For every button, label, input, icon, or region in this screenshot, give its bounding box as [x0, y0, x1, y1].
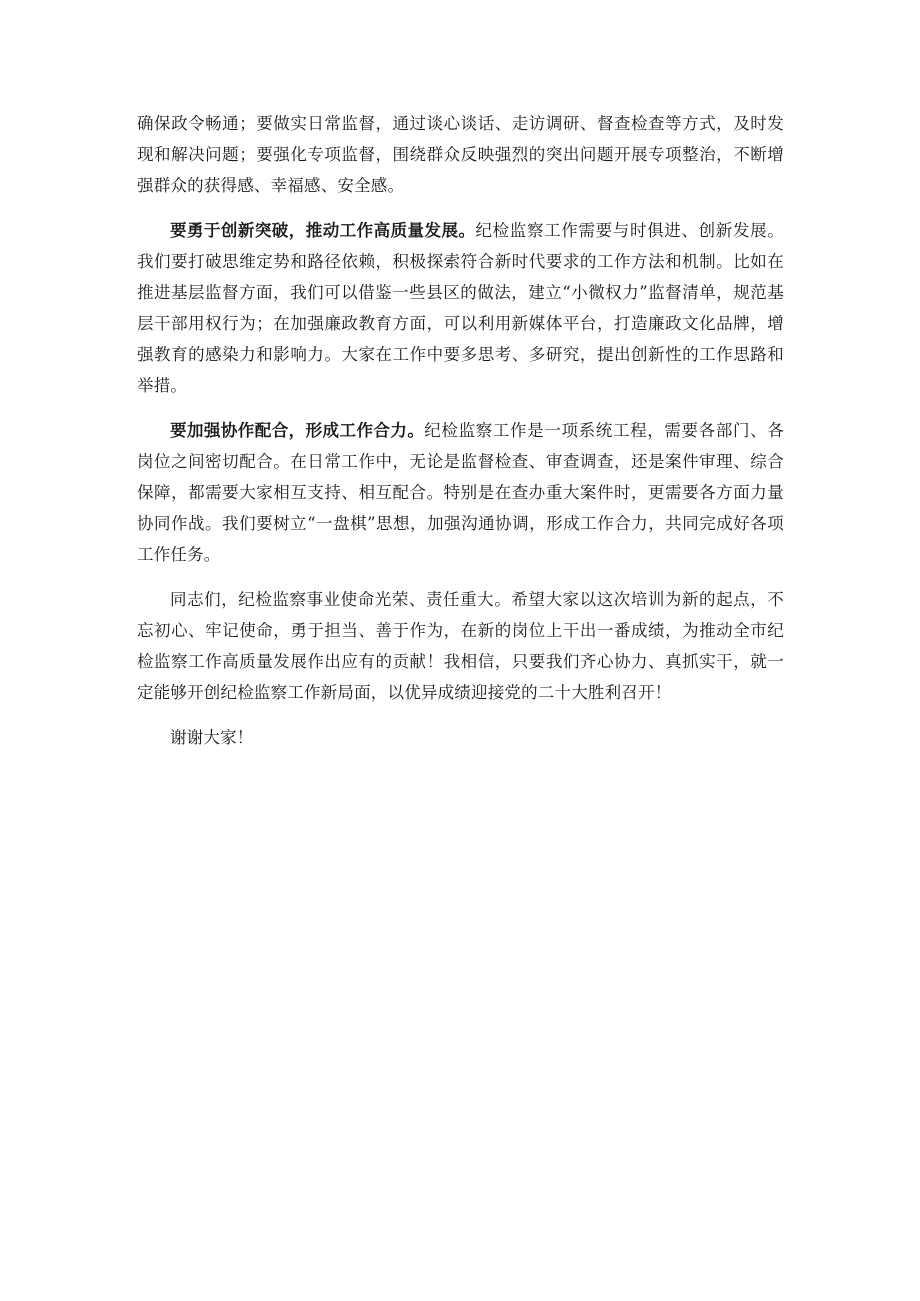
paragraph-lead-heading: 要加强协作配合，形成工作合力。	[170, 421, 425, 440]
paragraph-lead-heading: 要勇于创新突破，推动工作高质量发展。	[170, 221, 476, 240]
paragraph-cooperation	[137, 415, 784, 570]
paragraph-text: 纪检监察工作需要与时俱进、创新发展。我们要打破思维定势和路径依赖，积极探索符合新时代要求的工作方法和机制。比如在推进基层监督方面，我们可以借鉴一些县区的做法，建立“小微权力”监督清单，规范基层干部用权行为；在加强廉政教育方面，可以利用新媒体平台，打造廉政文化品牌，增强教育的感染力和影响力。大家在工作中要多思考、多研究，提出创新性的工作思路和举措。	[137, 221, 784, 395]
paragraph-text: 纪检监察工作是一项系统工程，需要各部门、各岗位之间密切配合。在日常工作中，无论是监督检查、审查调查，还是案件审理、综合保障，都需要大家相互支持、相互配合。特别是在查办重大案件时，更需要各方面力量协同作战。我们要树立“一盘棋”思想，加强沟通协调，形成工作合力，共同完成好各项工作任务。	[137, 421, 785, 564]
paragraph-innovation	[137, 215, 784, 401]
paragraph-continuation	[137, 108, 784, 201]
paragraph-text: 同志们，纪检监察事业使命光荣、责任重大。希望大家以这次培训为新的起点，不忘初心、牢记使命，勇于担当、善于作为，在新的岗位上干出一番成绩，为推动全市纪检监察工作高质量发展作出应有的贡献！我相信，只要我们齐心协力、真抓实干，就一定能够开创纪检监察工作新局面，以优异成绩迎接党的二十大胜利召开！	[137, 590, 784, 702]
document-body	[137, 108, 784, 767]
paragraph-thanks	[137, 722, 784, 753]
paragraph-text: 确保政令畅通；要做实日常监督，通过谈心谈话、走访调研、督查检查等方式，及时发现和解决问题；要强化专项监督，围绕群众反映强烈的突出问题开展专项整治，不断增强群众的获得感、幸福感、安全感。	[137, 114, 784, 195]
paragraph-closing	[137, 584, 784, 708]
paragraph-text: 谢谢大家！	[170, 728, 254, 747]
